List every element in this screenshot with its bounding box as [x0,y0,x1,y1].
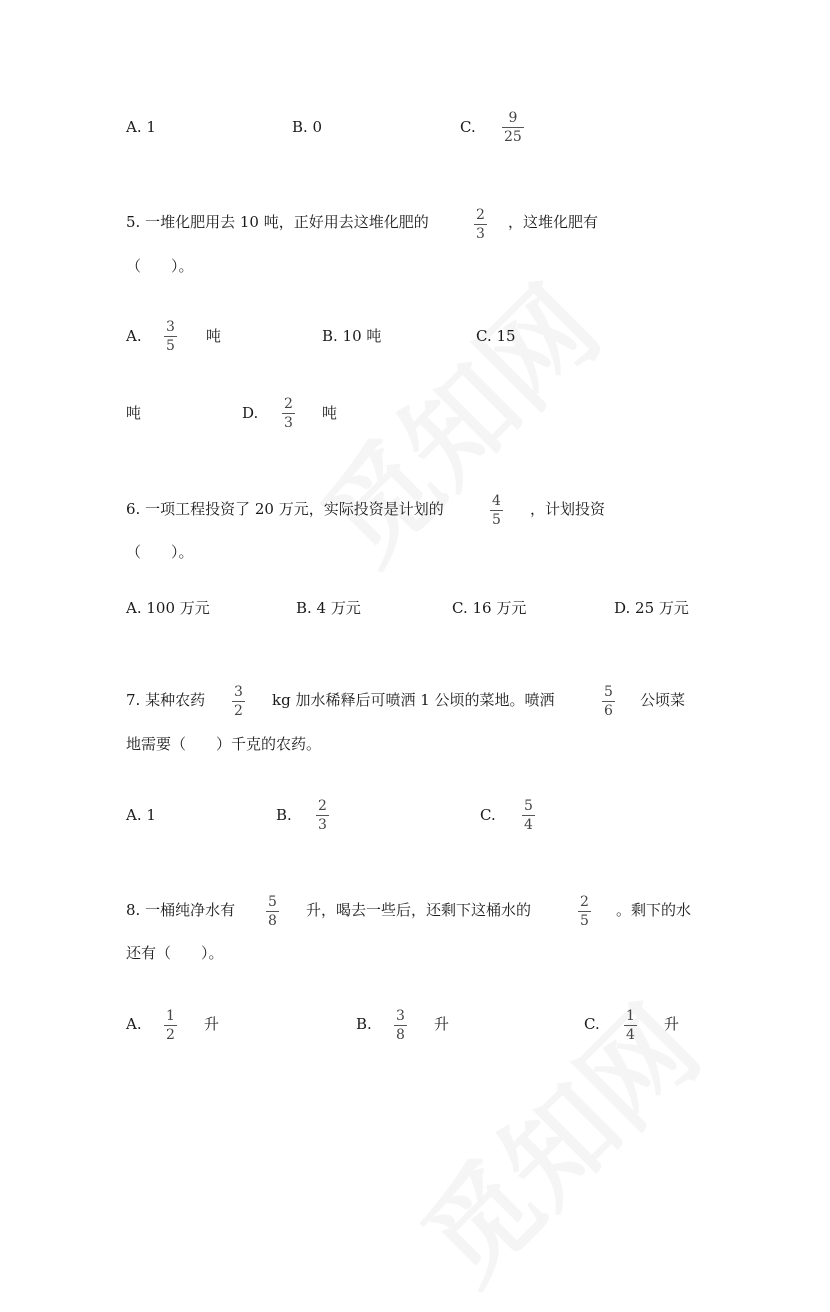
question-stem-line2: 地需要（ ）千克的农药。 [126,735,322,753]
option-d-unit: 吨 [322,404,338,422]
question-stem-end: 公顷菜 [640,691,686,709]
option-a-unit: 升 [204,1015,220,1033]
option-c-fraction: 5 4 [524,798,533,833]
option-b: B. 4 万元 [296,599,361,617]
option-a: A. 1 [126,118,156,136]
option-a-fraction: 3 5 [166,319,175,354]
question-stem-line2: 还有（ ）。 [126,944,224,962]
option-b: B. 10 吨 [322,327,382,345]
option-b-label: B. [356,1015,372,1033]
answer-blank: （ ）。 [126,257,194,275]
option-a: A. 100 万元 [126,599,210,617]
option-c-unit: 吨 [126,404,142,422]
stem-fraction: 4 5 [492,493,501,528]
question-stem: 6. 一项工程投资了 20 万元，实际投资是计划的 [126,500,444,518]
option-b-label: B. [276,806,292,824]
option-a-label: A. [126,1015,142,1033]
option-c-fraction: 9 25 [504,110,522,145]
option-c-fraction: 1 4 [626,1008,635,1043]
option-d: D. 25 万元 [614,599,689,617]
option-d-label: D. [242,404,259,422]
option-b: B. 0 [292,118,323,136]
question-stem-end: 。剩下的水 [616,901,692,919]
question-stem: 7. 某种农药 [126,691,206,709]
option-c-label: C. [584,1015,600,1033]
option-a-fraction: 1 2 [166,1008,175,1043]
option-c: C. 16 万元 [452,599,527,617]
option-d-fraction: 2 3 [284,396,293,431]
option-a-label: A. [126,327,142,345]
option-a-unit: 吨 [206,327,222,345]
question-stem: 5. 一堆化肥用去 10 吨，正好用去这堆化肥的 [126,213,429,231]
option-a: A. 1 [126,806,156,824]
question-stem-cont: 升，喝去一些后，还剩下这桶水的 [306,901,532,919]
answer-blank: （ ）。 [126,543,194,561]
option-c: C. 15 [476,327,516,345]
question-stem: 8. 一桶纯净水有 [126,901,236,919]
option-b-fraction: 2 3 [318,798,327,833]
option-c-unit: 升 [664,1015,680,1033]
question-stem-cont: ，计划投资 [530,500,606,518]
question-stem-cont: kg 加水稀释后可喷洒 1 公顷的菜地。喷洒 [272,691,555,709]
stem-fraction-2: 5 6 [604,684,613,719]
option-c-label: C. [460,118,476,136]
option-b-unit: 升 [434,1015,450,1033]
option-b-fraction: 3 8 [396,1008,405,1043]
stem-fraction-1: 3 2 [234,684,243,719]
stem-fraction-2: 2 5 [580,894,589,929]
question-stem-cont: ，这堆化肥有 [508,213,599,231]
stem-fraction-1: 5 8 [268,894,277,929]
option-c-label: C. [480,806,496,824]
stem-fraction: 2 3 [476,207,485,242]
